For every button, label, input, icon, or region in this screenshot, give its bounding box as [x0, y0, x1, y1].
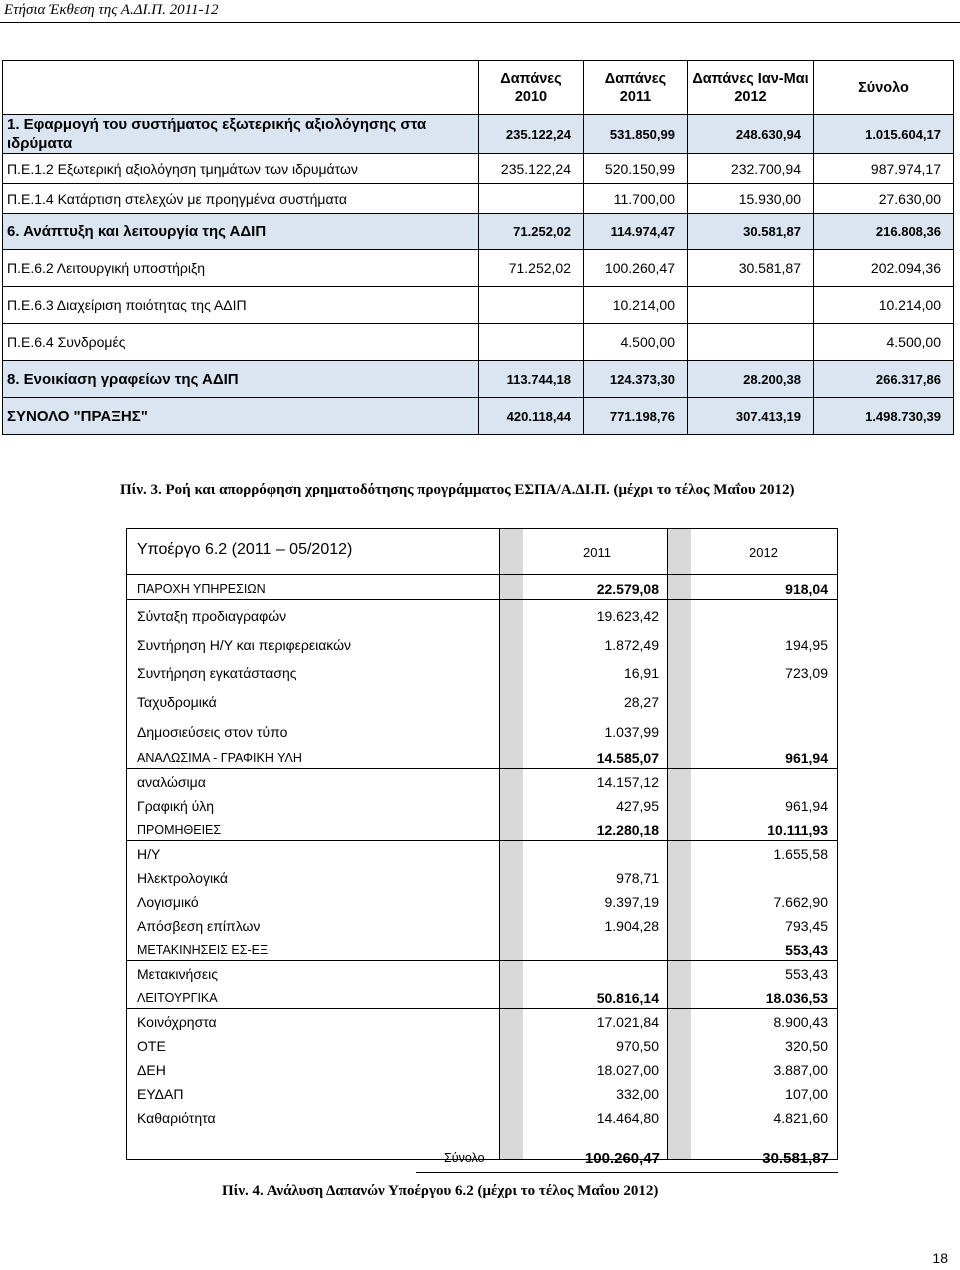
cell-2012: 307.413,19	[688, 398, 814, 435]
expense-row	[127, 1012, 837, 1032]
cell-2012: 15.930,00	[688, 184, 814, 214]
cell-2012: 30.581,87	[688, 250, 814, 287]
value-2011: 1.904,28	[604, 918, 659, 934]
category-row	[127, 579, 837, 600]
table-row	[3, 214, 954, 250]
expense-row	[127, 772, 837, 792]
year-header-2011: 2011	[583, 545, 611, 560]
year-header-2012: 2012	[749, 545, 778, 560]
value-2012: 7.662,90	[773, 894, 828, 910]
value-2012: 1.655,58	[773, 846, 828, 862]
cell-total: 216.808,36	[814, 214, 954, 250]
value-2011: 12.280,18	[596, 822, 659, 838]
expense-row	[127, 1108, 837, 1128]
row-label: 6. Ανάπτυξη και λειτουργία της ΑΔΙΠ	[3, 214, 479, 250]
value-2011: 14.157,12	[596, 774, 659, 790]
cell-2011: 100.260,47	[584, 250, 688, 287]
row-label: Απόσβεση επίπλων	[137, 918, 261, 934]
cell-2012	[688, 287, 814, 324]
cell-total: 202.094,36	[814, 250, 954, 287]
row-label: Συντήρηση εγκατάστασης	[137, 665, 297, 681]
value-2012: 961,94	[785, 798, 828, 814]
row-label: Π.Ε.6.2 Λειτουργική υποστήριξη	[3, 250, 479, 287]
cell-2010: 71.252,02	[479, 250, 584, 287]
value-2011: 14.585,07	[596, 750, 659, 766]
cell-2010	[479, 287, 584, 324]
cell-2011: 520.150,99	[584, 154, 688, 184]
row-label: ΑΝΑΛΩΣΙΜΑ - ΓΡΑΦΙΚΗ ΥΛΗ	[137, 751, 302, 765]
row-label: Λογισμικό	[137, 894, 199, 910]
row-label: ΠΡΟΜΗΘΕΙΕΣ	[137, 823, 222, 837]
row-label: 8. Ενοικίαση γραφείων της ΑΔΙΠ	[3, 361, 479, 398]
value-2012: 107,00	[785, 1086, 828, 1102]
row-label: ΣΥΝΟΛΟ "ΠΡΑΞΗΣ"	[3, 398, 479, 435]
row-label: Μετακινήσεις	[137, 966, 218, 982]
expense-row	[127, 964, 837, 984]
expense-row	[127, 1060, 837, 1080]
cell-2012: 248.630,94	[688, 115, 814, 154]
table-row	[3, 184, 954, 214]
total-2011: 100.260,47	[584, 1150, 660, 1167]
cell-total: 987.974,17	[814, 154, 954, 184]
table-row	[3, 154, 954, 184]
header-rule	[127, 574, 837, 575]
expense-row	[127, 722, 837, 742]
expense-row	[127, 916, 837, 936]
expense-row	[127, 1036, 837, 1056]
header-rule	[0, 22, 960, 23]
value-2011: 22.579,08	[596, 581, 659, 597]
value-2011: 427,95	[616, 798, 659, 814]
table-row	[3, 115, 954, 154]
cell-total: 10.214,00	[814, 287, 954, 324]
col-header-2011: Δαπάνες 2011	[584, 61, 688, 115]
cell-total: 1.498.730,39	[814, 398, 954, 435]
value-2012: 961,94	[785, 750, 828, 766]
value-2011: 17.021,84	[596, 1014, 659, 1030]
value-2011: 28,27	[623, 694, 659, 710]
expense-row	[127, 796, 837, 816]
value-2011: 332,00	[616, 1086, 659, 1102]
cell-total: 266.317,86	[814, 361, 954, 398]
row-label: Σύνταξη προδιαγραφών	[137, 608, 287, 624]
expense-row	[127, 635, 837, 655]
category-row	[127, 988, 837, 1009]
row-label: Π.Ε.6.3 Διαχείριση ποιότητας της ΑΔΙΠ	[3, 287, 479, 324]
row-label: Π.Ε.1.2 Εξωτερική αξιολόγηση τμημάτων των ιδρυμάτων	[3, 154, 479, 184]
row-label: ΟΤΕ	[137, 1038, 166, 1054]
category-row	[127, 748, 837, 769]
cell-2010	[479, 324, 584, 361]
cell-2011: 4.500,00	[584, 324, 688, 361]
expense-row	[127, 868, 837, 888]
total-row	[416, 1150, 838, 1173]
expense-row	[127, 606, 837, 626]
budget-flow-table	[2, 60, 954, 435]
col-header-2012: Δαπάνες Ιαν-Μαι 2012	[688, 61, 814, 115]
cell-total: 4.500,00	[814, 324, 954, 361]
value-2012: 4.821,60	[773, 1110, 828, 1126]
table-header-row	[3, 61, 954, 115]
cell-2010: 113.744,18	[479, 361, 584, 398]
cell-2011: 10.214,00	[584, 287, 688, 324]
total-label: Σύνολο	[444, 1151, 485, 1165]
value-2012: 320,50	[785, 1038, 828, 1054]
expense-row	[127, 692, 837, 712]
row-label: Π.Ε.6.4 Συνδρομές	[3, 324, 479, 361]
value-2012: 793,45	[785, 918, 828, 934]
cell-2010: 235.122,24	[479, 154, 584, 184]
cell-2010: 420.118,44	[479, 398, 584, 435]
expense-row	[127, 663, 837, 683]
value-2012: 723,09	[785, 665, 828, 681]
cell-2011: 11.700,00	[584, 184, 688, 214]
value-2011: 9.397,19	[604, 894, 659, 910]
value-2011: 16,91	[623, 665, 659, 681]
row-label: Γραφική ύλη	[137, 798, 215, 814]
row-label: ΔΕΗ	[137, 1062, 166, 1078]
cell-2010	[479, 184, 584, 214]
table-row	[3, 324, 954, 361]
row-label: ΠΑΡΟΧΗ ΥΠΗΡΕΣΙΩΝ	[137, 582, 266, 596]
row-label: ΕΥΔΑΠ	[137, 1086, 184, 1102]
row-label: Κοινόχρηστα	[137, 1014, 217, 1030]
row-label: Συντήρηση Η/Υ και περιφερειακών	[137, 637, 352, 653]
value-2012: 8.900,43	[773, 1014, 828, 1030]
cell-total: 1.015.604,17	[814, 115, 954, 154]
cell-2012: 28.200,38	[688, 361, 814, 398]
subproject-expenses-table	[126, 528, 838, 1160]
cell-2012: 30.581,87	[688, 214, 814, 250]
row-label: 1. Εφαρμογή του συστήματος εξωτερικής αξιολόγησης στα ιδρύματα	[3, 115, 479, 154]
row-label: ΜΕΤΑΚΙΝΗΣΕΙΣ ΕΣ-ΕΞ	[137, 943, 269, 957]
value-2012: 3.887,00	[773, 1062, 828, 1078]
expense-row	[127, 892, 837, 912]
value-2012: 918,04	[785, 581, 828, 597]
table-row	[3, 287, 954, 324]
value-2011: 14.464,80	[596, 1110, 659, 1126]
cell-2010: 235.122,24	[479, 115, 584, 154]
value-2011: 1.872,49	[604, 637, 659, 653]
value-2012: 10.111,93	[767, 822, 828, 838]
cell-total: 27.630,00	[814, 184, 954, 214]
row-label: Δημοσιεύσεις στον τύπο	[137, 724, 288, 740]
page-number: 18	[932, 1250, 948, 1266]
category-row	[127, 820, 837, 841]
row-label: Π.Ε.1.4 Κατάρτιση στελεχών με προηγμένα συστήματα	[3, 184, 479, 214]
cell-2011: 771.198,76	[584, 398, 688, 435]
value-2012: 553,43	[785, 966, 828, 982]
row-label: Η/Υ	[137, 846, 161, 862]
value-2011: 50.816,14	[596, 990, 659, 1006]
row-label: ΛΕΙΤΟΥΡΓΙΚΑ	[137, 991, 218, 1005]
value-2012: 194,95	[785, 637, 828, 653]
value-2011: 970,50	[616, 1038, 659, 1054]
category-row	[127, 940, 837, 961]
table-row	[3, 250, 954, 287]
value-2012: 553,43	[785, 942, 828, 958]
total-2012: 30.581,87	[762, 1150, 829, 1167]
value-2012: 18.036,53	[765, 990, 828, 1006]
value-2011: 19.623,42	[596, 608, 659, 624]
table-3-caption: Πίν. 3. Ροή και απορρόφηση χρηματοδότησης προγράμματος ΕΣΠΑ/Α.ΔΙ.Π. (μέχρι το τέλος Μαΐου 2012)	[120, 482, 795, 498]
row-label: Ηλεκτρολογικά	[137, 870, 228, 886]
cell-2011: 124.373,30	[584, 361, 688, 398]
table-title: Υποέργο 6.2 (2011 – 05/2012)	[137, 541, 353, 558]
row-label: Ταχυδρομικά	[137, 694, 217, 710]
row-label: αναλώσιμα	[137, 774, 206, 790]
cell-2011: 531.850,99	[584, 115, 688, 154]
table-row-total	[3, 398, 954, 435]
cell-2012	[688, 324, 814, 361]
value-2011: 1.037,99	[604, 724, 659, 740]
running-header: Ετήσια Έκθεση της Α.ΔΙ.Π. 2011-12	[4, 2, 219, 18]
cell-2012: 232.700,94	[688, 154, 814, 184]
col-header-total: Σύνολο	[814, 61, 954, 115]
table-4-caption: Πίν. 4. Ανάλυση Δαπανών Υποέργου 6.2 (μέχρι το τέλος Μαΐου 2012)	[222, 1183, 659, 1199]
expense-row	[127, 844, 837, 864]
cell-2010: 71.252,02	[479, 214, 584, 250]
value-2011: 978,71	[616, 870, 659, 886]
header-blank-cell	[3, 61, 479, 115]
table-row	[3, 361, 954, 398]
row-label: Καθαριότητα	[137, 1110, 216, 1126]
cell-2011: 114.974,47	[584, 214, 688, 250]
col-header-2010: Δαπάνες 2010	[479, 61, 584, 115]
expense-row	[127, 1084, 837, 1104]
value-2011: 18.027,00	[596, 1062, 659, 1078]
